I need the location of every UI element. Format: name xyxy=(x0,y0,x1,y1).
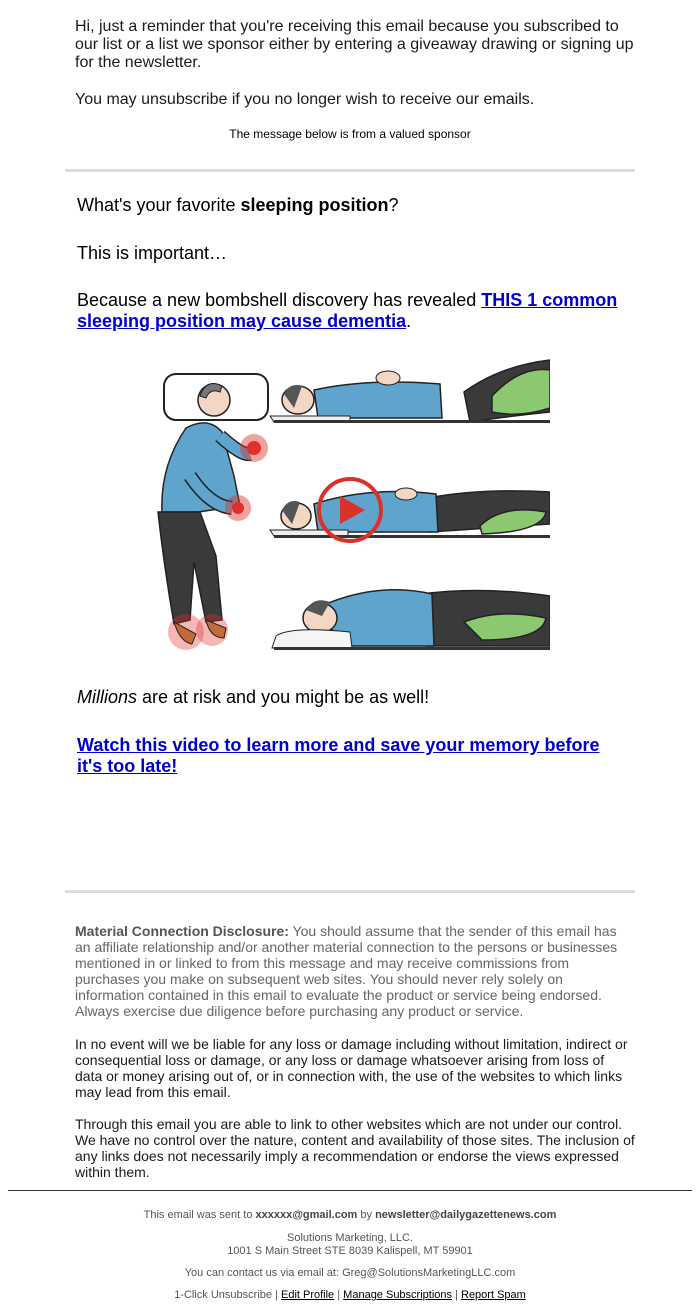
separator: | xyxy=(334,1289,344,1301)
footer-address-block xyxy=(0,1232,700,1258)
divider xyxy=(65,169,635,172)
ad-question-post: ? xyxy=(388,195,399,215)
disclosure-title: Material Connection Disclosure: xyxy=(75,923,289,939)
intro-unsubscribe-note: You may unsubscribe if you no longer wish to receive our emails. xyxy=(75,91,535,108)
ad-question-bold: sleeping position xyxy=(240,195,389,215)
recipient-email: xxxxxx@gmail.com xyxy=(255,1209,358,1221)
ad-millions-rest: are at risk and you might be as well! xyxy=(137,687,430,707)
sender-email: newsletter@dailygazettenews.com xyxy=(375,1209,557,1221)
footer-sent-to-pre: This email was sent to xyxy=(143,1209,256,1221)
one-click-unsubscribe[interactable]: 1-Click Unsubscribe xyxy=(174,1289,272,1301)
sleeping-positions-illustration[interactable] xyxy=(150,356,550,658)
sleeper-side xyxy=(270,488,550,538)
report-spam-link[interactable]: Report Spam xyxy=(461,1289,526,1301)
ad-because-pre: Because a new bombshell discovery has revealed xyxy=(77,290,482,310)
footer-divider xyxy=(8,1190,692,1191)
external-links-disclaimer: Through this email you are able to link to other websites which are not under our control. We have no control over the nature, content and availability of those sites. The inclusion of any links does not necessarily imply a recommendation or endorse the views expressed within them. xyxy=(75,1116,635,1180)
ad-cta xyxy=(77,735,627,777)
separator: | xyxy=(272,1289,281,1301)
separator: | xyxy=(452,1289,461,1301)
liability-disclaimer: In no event will we be liable for any loss or damage including without limitation, indirect or consequential loss or damage, or any loss or damage whatsoever arising from loss of data or money arising out of, or in connection with, the use of the websites to which links may lead from this email. xyxy=(75,1036,628,1100)
standing-man-pants xyxy=(158,512,222,624)
dementia-link[interactable]: THIS 1 common sleeping position may cause dementia xyxy=(77,290,618,331)
ad-question xyxy=(77,195,627,216)
ad-millions-italic: Millions xyxy=(77,687,138,707)
watch-video-link[interactable]: Watch this video to learn more and save your memory before it's too late! xyxy=(77,735,600,776)
sleeper-stomach xyxy=(272,590,550,650)
sponsor-note: The message below is from a valued sponsor xyxy=(229,127,471,141)
footer-links xyxy=(0,1289,700,1302)
footer-sent-to xyxy=(0,1209,700,1222)
ad-important: This is important… xyxy=(77,243,228,263)
company-address: 1001 S Main Street STE 8039 Kalispell, MT 59901 xyxy=(227,1245,473,1257)
ad-because xyxy=(77,290,627,332)
company-name: Solutions Marketing, LLC. xyxy=(287,1232,413,1244)
ad-millions xyxy=(77,687,627,708)
edit-profile-link[interactable]: Edit Profile xyxy=(280,1289,335,1301)
divider xyxy=(65,890,635,893)
intro-reminder: Hi, just a reminder that you're receiving this email because you subscribed to our list or a list we sponsor either by entering a giveaway drawing or signing up for the newsletter. xyxy=(75,18,634,71)
footer-by: by xyxy=(357,1209,376,1221)
ad-because-post: . xyxy=(406,311,412,331)
sleeper-back xyxy=(270,360,550,423)
intro-block xyxy=(75,18,635,109)
disclosure-body: You should assume that the sender of this email has an affiliate relationship and/or another material connection to the persons or businesses mentioned in or linked to from this message and may receive commissions from purchases you make on subsequent web sites. You should never rely solely on information contained in this email to evaluate the product or service being endorsed. Always exercise due diligence before purchasing any product or service. xyxy=(75,923,618,1019)
footer-contact: You can contact us via email at: Greg@SolutionsMarketingLLC.com xyxy=(184,1267,516,1279)
ad-question-pre: What's your favorite xyxy=(77,195,241,215)
material-connection-disclosure xyxy=(75,923,635,1019)
manage-subscriptions-link[interactable]: Manage Subscriptions xyxy=(343,1289,453,1301)
